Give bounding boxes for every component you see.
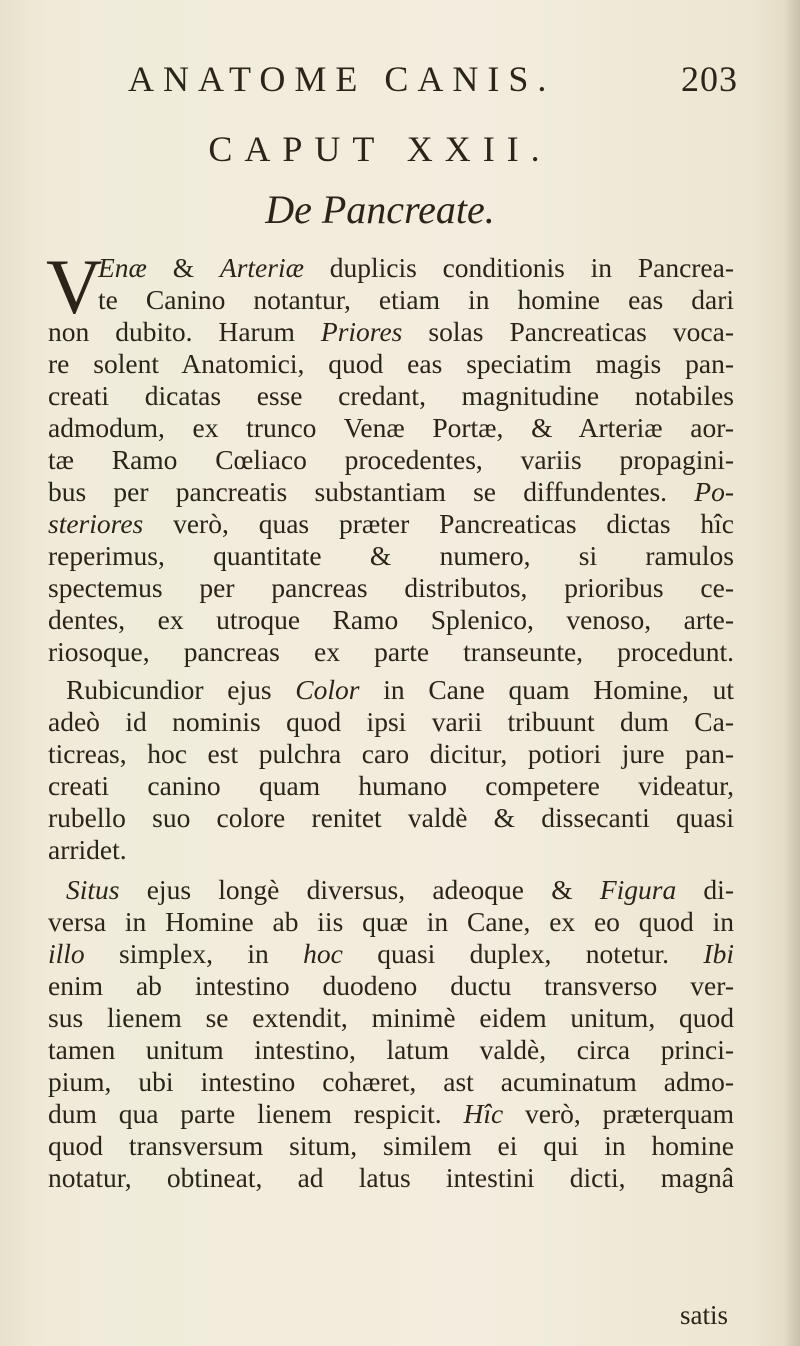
text-segment: quasi duplex, notetur. — [342, 938, 704, 969]
text-segment: Rubicundior ejus — [66, 674, 296, 705]
text-segment: Po- — [694, 476, 734, 507]
text-segment: enim ab intestino duodeno ductu transverso ver- — [48, 970, 734, 1001]
text-segment: illo — [48, 938, 85, 969]
text-line — [48, 444, 734, 476]
text-line — [48, 906, 734, 938]
text-line — [48, 316, 734, 348]
text-segment: adeò id nominis quod ipsi varii tribuunt dum Ca- — [48, 706, 734, 737]
text-segment: simplex, in — [84, 938, 304, 969]
text-segment: Figura — [599, 874, 677, 905]
text-line — [48, 572, 734, 604]
text-segment: arridet. — [48, 834, 127, 865]
running-head — [128, 58, 738, 102]
text-segment: ticreas, hoc est pulchra caro dicitur, potiori jure pan- — [48, 738, 734, 769]
text-line — [48, 738, 734, 770]
text-segment: creati dicatas esse credant, magnitudine notabiles — [48, 380, 734, 411]
chapter-subtitle: De Pancreate. — [265, 187, 495, 232]
text-line — [48, 1130, 734, 1162]
text-segment: quod transversum situm, similem ei qui in homine — [48, 1130, 734, 1161]
text-line — [48, 508, 734, 540]
text-segment: Priores — [320, 316, 403, 347]
text-line — [48, 412, 734, 444]
text-line — [48, 1098, 734, 1130]
text-segment: sus lienem se extendit, minimè eidem unitum, quod — [48, 1002, 734, 1033]
text-segment: duplicis conditionis in Pancrea- — [303, 252, 735, 283]
text-segment: pium, ubi intestino cohæret, ast acuminatum admo- — [48, 1066, 734, 1097]
text-segment: reperimus, quantitate & numero, si ramulos — [48, 540, 734, 571]
text-segment: rubello suo colore renitet valdè & dissecanti quasi — [48, 802, 734, 833]
drop-capital: V — [46, 243, 103, 330]
text-line — [48, 252, 734, 284]
text-line — [48, 802, 734, 834]
text-segment: creati canino quam humano competere videatur, — [48, 770, 734, 801]
text-line — [48, 1066, 734, 1098]
text-line — [48, 380, 734, 412]
text-line — [48, 706, 734, 738]
text-segment: re solent Anatomici, quod eas speciatim magis pan- — [48, 348, 734, 379]
text-segment: non dubito. Harum — [48, 316, 321, 347]
text-segment: in Cane quam Homine, ut — [359, 674, 734, 705]
text-line — [48, 1162, 734, 1194]
text-segment: spectemus per pancreas distributos, prioribus ce- — [48, 572, 734, 603]
text-segment: ejus longè diversus, adeoque & — [119, 874, 600, 905]
running-title: ANATOME CANIS. — [128, 59, 556, 99]
text-segment: bus per pancreatis substantiam se diffundentes. — [48, 476, 695, 507]
text-line — [48, 540, 734, 572]
text-line — [48, 938, 734, 970]
text-segment: tæ Ramo Cœliaco procedentes, variis propagini- — [48, 444, 734, 475]
text-segment: solas Pancreaticas voca- — [402, 316, 734, 347]
text-line — [48, 604, 734, 636]
text-segment: hoc — [303, 938, 343, 969]
text-segment: admodum, ex trunco Venæ Portæ, & Arteriæ aor- — [48, 412, 734, 443]
text-line — [48, 284, 734, 316]
text-segment: notatur, obtineat, ad latus intestini dicti, magnâ — [48, 1162, 734, 1193]
text-line — [48, 348, 734, 380]
text-line — [48, 970, 734, 1002]
text-segment: steriores — [48, 508, 144, 539]
text-line — [48, 476, 734, 508]
text-segment: & — [146, 252, 220, 283]
text-segment: Situs — [66, 874, 120, 905]
text-segment: verò, quas præter Pancreaticas dictas hîc — [143, 508, 734, 539]
text-segment: versa in Homine ab iis quæ in Cane, ex eo quod in — [48, 906, 734, 937]
text-line — [48, 1002, 734, 1034]
text-segment: Enæ — [98, 252, 147, 283]
page-number: 203 — [681, 59, 738, 99]
text-line — [48, 636, 734, 668]
text-line — [48, 834, 734, 866]
text-line — [48, 1034, 734, 1066]
text-line — [48, 674, 734, 706]
chapter-heading: CAPUT XXII. — [208, 129, 552, 169]
text-segment: te Canino notantur, etiam in homine eas dari — [98, 284, 734, 315]
catchword: satis — [679, 1300, 728, 1330]
body-text — [48, 252, 734, 1194]
text-segment: Arteriæ — [219, 252, 304, 283]
text-segment: di- — [676, 874, 734, 905]
text-segment: dum qua parte lienem respicit. — [48, 1098, 464, 1129]
text-line — [48, 874, 734, 906]
text-segment: verò, præterquam — [503, 1098, 734, 1129]
text-segment: riosoque, pancreas ex parte transeunte, procedunt. — [48, 636, 734, 667]
text-segment: Hîc — [463, 1098, 504, 1129]
text-segment: Color — [295, 674, 360, 705]
text-segment: tamen unitum intestino, latum valdè, circa princi- — [48, 1034, 734, 1065]
text-segment: dentes, ex utroque Ramo Splenico, venoso, arte- — [48, 604, 734, 635]
text-segment: Ibi — [703, 938, 734, 969]
text-line — [48, 770, 734, 802]
